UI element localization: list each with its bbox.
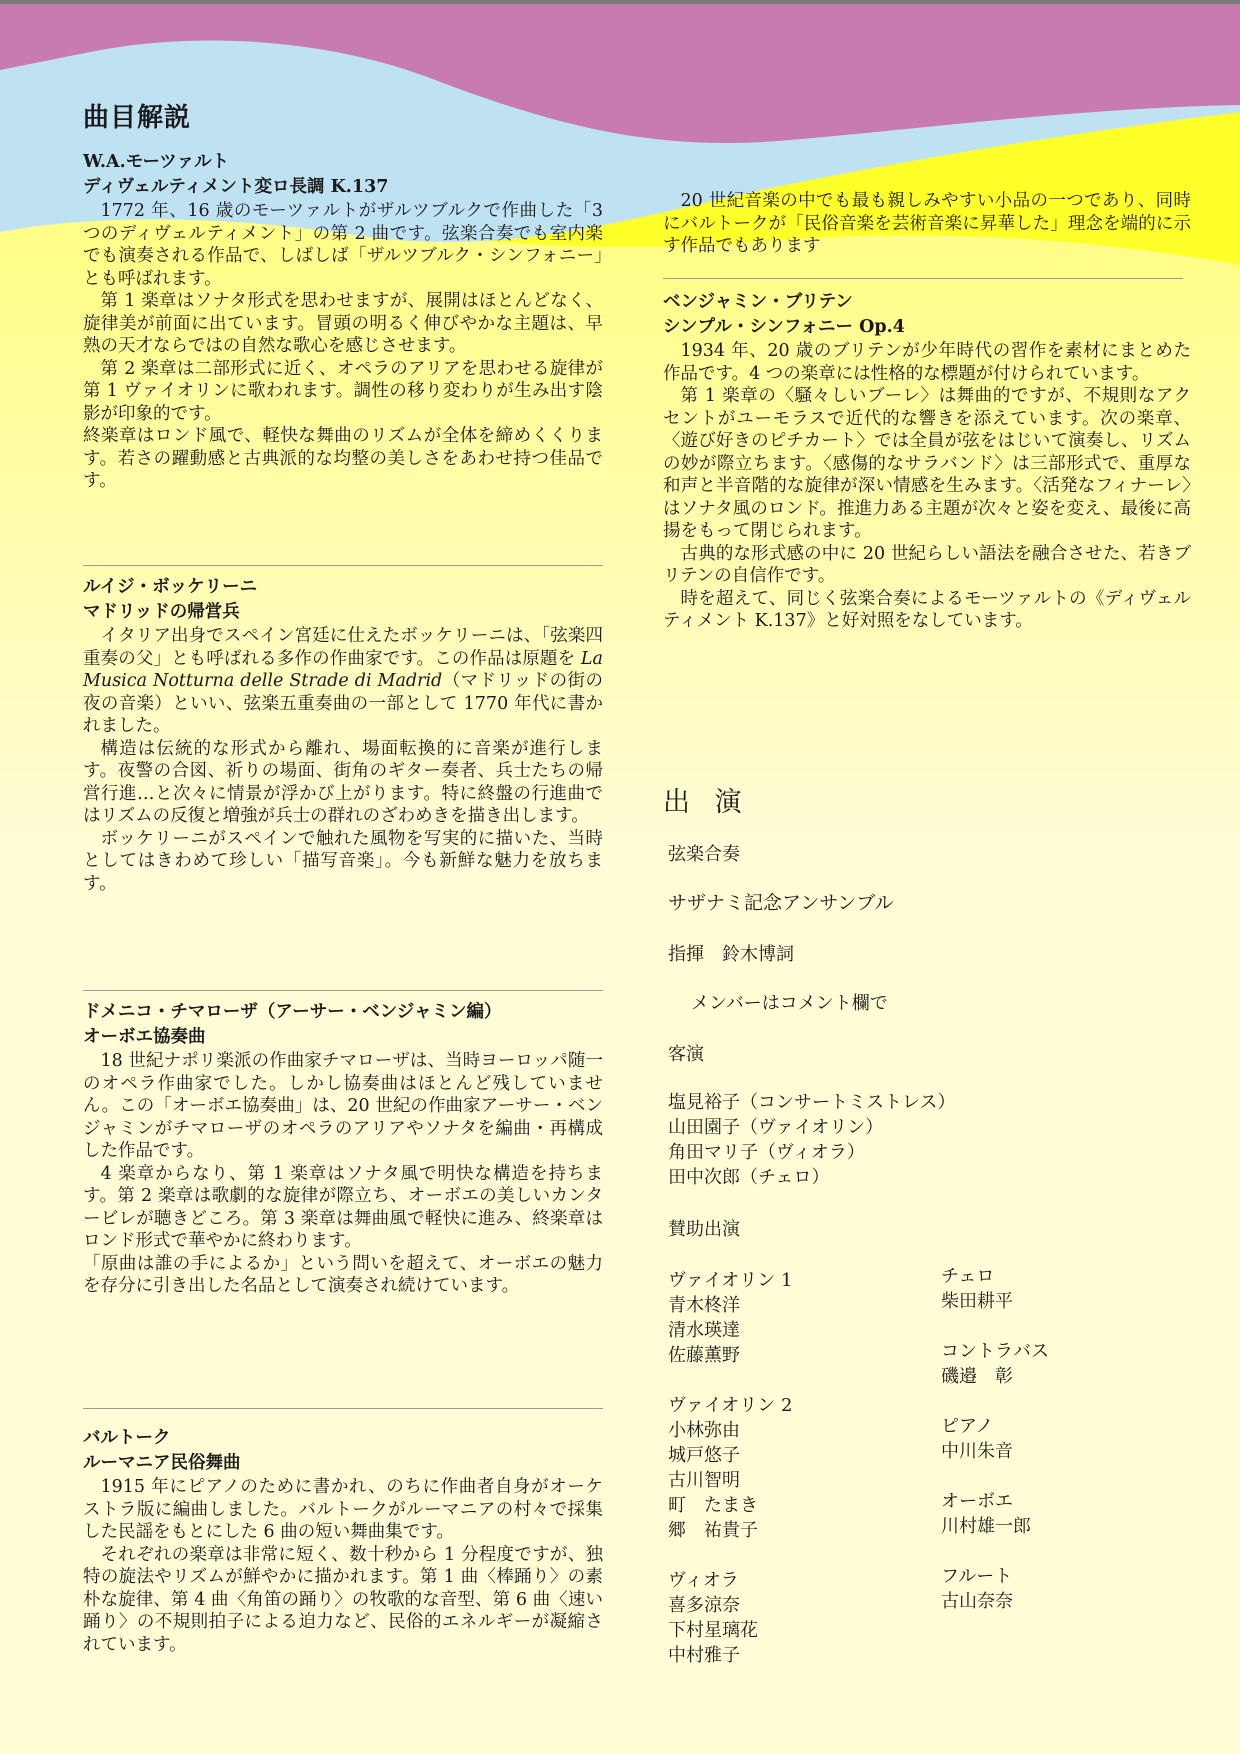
section-name: ヴァイオリン 2 [668, 1395, 793, 1416]
section-name: ピアノ [941, 1416, 994, 1437]
section-name: ヴィオラ [668, 1570, 739, 1591]
guest-list [668, 1090, 955, 1190]
section-name: オーボエ [941, 1491, 1013, 1512]
performers-heading: 出 演 [663, 787, 750, 818]
section-name: チェロ [941, 1266, 995, 1287]
piece-bartok-continued [663, 190, 1191, 258]
paragraph: 4 楽章からなり、第 1 楽章はソナタ風で明快な構造を持ちます。第 2 楽章は歌劇的な旋律が際立ち、オーボエの美しいカンタービレが聴きどころ。第 3 楽章は舞曲風で軽快に進み、終楽章はロンド形式で華やかに終わります。 [83, 1163, 603, 1251]
member: 下村星璃花 [668, 1620, 758, 1641]
member: 古川智明 [668, 1470, 740, 1491]
paragraph: 第 2 楽章は二部形式に近く、オペラのアリアを思わせる旋律が第 1 ヴァイオリンに歌われます。調性の移り変わりが生み出す陰影が印象的です。 [83, 358, 603, 424]
member: 川村雄一郎 [941, 1516, 1031, 1537]
paragraph: 1915 年にピアノのために書かれ、のちに作曲者自身がオーケストラ版に編曲しました。バルトークがルーマニアの村々で採集した民謡をもとにした 6 曲の短い舞曲集です。 [83, 1477, 603, 1542]
section-name: ヴァイオリン 1 [668, 1270, 793, 1291]
page-heading: 曲目解説 [83, 103, 192, 133]
ensemble-name: サザナミ記念アンサンブル [668, 892, 894, 914]
guest-performer: 角田マリ子（ヴィオラ） [668, 1142, 865, 1163]
paragraph: 構造は伝統的な形式から離れ、場面転換的に音楽が進行します。夜警の合図、祈りの場面、街角のギター奏者、兵士たちの帰営行進…と次々に情景が浮かび上がります。特に終盤の行進曲ではリズムの反復と増強が兵士の群れのざわめきを描き出します。 [83, 738, 603, 826]
composer-name: バルトーク [83, 1428, 171, 1448]
member: 喜多涼奈 [668, 1595, 740, 1616]
piece-britten [663, 290, 1191, 633]
member: 清水瑛達 [668, 1320, 740, 1341]
member: 中川朱音 [941, 1441, 1013, 1462]
work-title: ルーマニア民俗舞曲 [83, 1453, 241, 1473]
member: 古山奈奈 [941, 1591, 1013, 1612]
work-title: オーボエ協奏曲 [83, 1027, 206, 1047]
paragraph: ボッケリーニがスペインで触れた風物を写実的に描いた、当時としてはきわめて珍しい「描写音楽」。今も新鮮な魅力を放ちます。 [83, 828, 603, 894]
conductor: 指揮 鈴木博詞 [668, 944, 794, 965]
members-note: メンバーはコメント欄で [691, 993, 888, 1014]
paragraph: 第 1 楽章はソナタ形式を思わせますが、展開はほとんどなく、旋律美が前面に出ています。冒頭の明るく伸びやかな主題は、早熟の天才ならではの自然な歌心を感じさせます。 [83, 291, 603, 356]
paragraph: 1772 年、16 歳のモーツァルトがザルツブルクで作曲した「3つのディヴェルティメント」の第 2 曲です。弦楽合奏でも室内楽でも演奏される作品で、しばしば「ザルツブルク・シンフォニー」とも呼ばれます。 [83, 201, 603, 289]
composer-name: ルイジ・ボッケリーニ [83, 577, 258, 597]
member: 青木柊洋 [668, 1295, 740, 1316]
guest-label: 客演 [668, 1044, 704, 1065]
member: 城戸悠子 [668, 1445, 740, 1466]
piece-cimarosa [83, 1000, 603, 1298]
ensemble-label: 弦楽合奏 [668, 844, 740, 865]
paragraph: 古典的な形式感の中に 20 世紀らしい語法を融合させた、若きブリテンの自信作です。 [663, 543, 1191, 586]
section-name: コントラバス [941, 1341, 1049, 1362]
paragraph-text: （マドリッドの街の夜の音楽）といい、弦楽五重奏曲の一部として 1770 年代に書かれました。 [83, 671, 603, 736]
composer-name: ベンジャミン・ブリテン [663, 292, 853, 312]
paragraph: 「原曲は誰の手によるか」という問いを超えて、オーボエの魅力を存分に引き出した名品として演奏され続けています。 [83, 1253, 603, 1296]
member: 小林弥由 [668, 1420, 740, 1441]
member: 柴田耕平 [941, 1291, 1013, 1312]
paragraph: 1934 年、20 歳のブリテンが少年時代の習作を素材にまとめた作品です。4 つの楽章には性格的な標題が付けられています。 [663, 341, 1191, 384]
guest-performer: 田中次郎（チェロ） [668, 1167, 830, 1188]
work-title: ディヴェルティメント変ロ長調 K.137 [83, 177, 389, 197]
work-title: マドリッドの帰営兵 [83, 602, 240, 622]
paragraph: 終楽章はロンド風で、軽快な舞曲のリズムが全体を締めくくります。若さの躍動感と古典派的な均整の美しさをあわせ持つ佳品です。 [83, 426, 603, 491]
work-title: シンプル・シンフォニー Op.4 [663, 317, 905, 337]
paragraph: 第 1 楽章の〈騒々しいブーレ〉は舞曲的ですが、不規則なアクセントがユーモラスで近代的な響きを添えています。次の楽章、〈遊び好きのピチカート〉では全員が弦をはじいて演奏し、リズムの妙が際立ちます。〈感傷的なサラバンド〉は三部形式で、重厚な和声と半音階的な旋律が深い情感を生みます。〈活発なフィナーレ〉はソナタ風のロンド。推進力ある主題が次々と姿を変え、最後に高揚をもって閉じられます。 [663, 386, 1191, 541]
paragraph: 20 世紀音楽の中でも最も親しみやすい小品の一つであり、同時にバルトークが「民俗音楽を芸術音楽に昇華した」理念を端的に示す作品でもあります [663, 191, 1191, 256]
paragraph: 時を超えて、同じく弦楽合奏によるモーツァルトの《ディヴェルティメント K.137》と好対照をなしています。 [663, 588, 1191, 631]
member: 町 たまき [668, 1495, 758, 1516]
composer-name: ドメニコ・チマローザ（アーサー・ベンジャミン編） [83, 1002, 502, 1022]
support-list-left [668, 1268, 792, 1668]
paragraph [83, 625, 603, 738]
composer-name: W.A.モーツァルト [83, 152, 230, 172]
divider [83, 990, 603, 991]
guest-performer: 塩見裕子（コンサートミストレス） [668, 1092, 956, 1113]
piece-mozart [83, 150, 603, 493]
divider [663, 278, 1183, 279]
piece-bartok [83, 1426, 603, 1656]
paragraph: 18 世紀ナポリ楽派の作曲家チマローザは、当時ヨーロッパ随一のオペラ作曲家でした。しかし協奏曲はほとんど残していません。この「オーボエ協奏曲」は、20 世紀の作曲家アーサー・ベンジャミンがチマローザのオペラのアリアやソナタを編曲・再構成した作品です。 [83, 1051, 603, 1161]
support-list-right [941, 1264, 1049, 1614]
member: 磯邉 彰 [941, 1366, 1013, 1387]
member: 中村雅子 [668, 1645, 740, 1666]
paragraph: それぞれの楽章は非常に短く、数十秒から 1 分程度ですが、独特の旋法やリズムが鮮やかに描かれます。第 1 曲〈棒踊り〉の素朴な旋律、第 4 曲〈角笛の踊り〉の牧歌的な音型、第 6 曲〈速い踊り〉の不規則拍子による迫力など、民俗的エネルギーが凝縮されています。 [83, 1544, 603, 1655]
divider [83, 565, 603, 566]
support-label: 賛助出演 [668, 1219, 740, 1240]
member: 郷 祐貴子 [668, 1520, 758, 1541]
divider [83, 1408, 603, 1409]
original-title: La Musica Notturna delle Strade di Madrid [83, 648, 603, 691]
member: 佐藤薫野 [668, 1345, 740, 1366]
piece-boccherini [83, 575, 603, 895]
guest-performer: 山田園子（ヴァイオリン） [668, 1117, 884, 1138]
paragraph-text: イタリア出身でスペイン宮廷に仕えたボッケリーニは、「弦楽四重奏の父」とも呼ばれる多作の作曲家です。この作品は原題を [83, 626, 603, 669]
section-name: フルート [941, 1566, 1013, 1587]
